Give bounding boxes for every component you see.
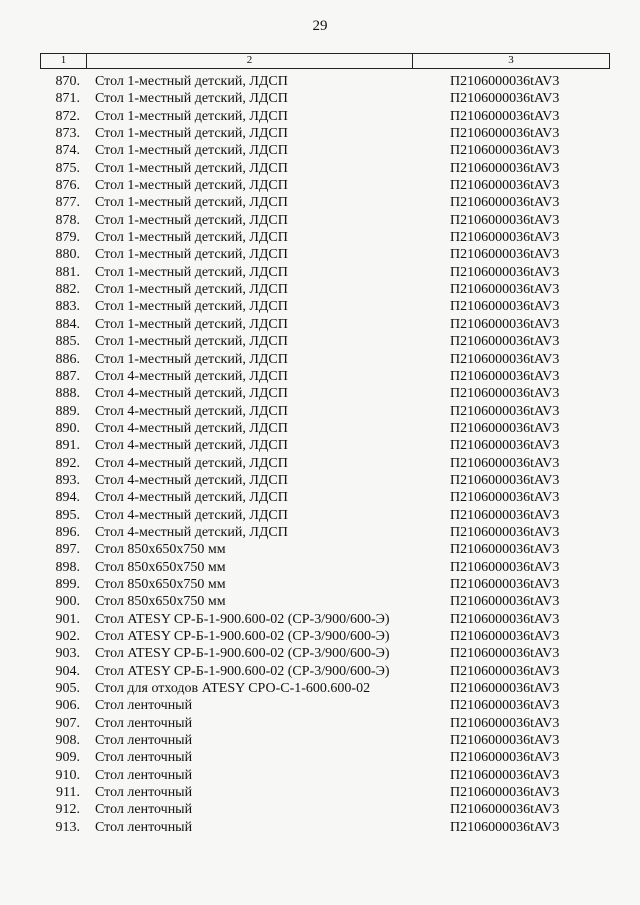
row-number: 886.	[55, 351, 80, 367]
row-number: 892.	[55, 455, 80, 471]
table-row	[40, 177, 610, 194]
row-number: 899.	[55, 576, 80, 592]
row-number: 896.	[55, 524, 80, 540]
row-number: 893.	[55, 472, 80, 488]
item-name: Стол 4-местный детский, ЛДСП	[95, 403, 288, 419]
header-col-3: 3	[508, 54, 514, 66]
item-name: Стол ленточный	[95, 698, 193, 714]
table-row	[40, 90, 610, 107]
item-code: П2106000036tAV3	[450, 681, 560, 697]
item-name: Стол 4-местный детский, ЛДСП	[95, 490, 288, 506]
item-name: Стол 4-местный детский, ЛДСП	[95, 438, 288, 454]
row-number: 890.	[55, 420, 80, 436]
table-row	[40, 108, 610, 125]
item-code: П2106000036tAV3	[450, 507, 560, 523]
row-number: 909.	[55, 750, 80, 766]
item-code: П2106000036tAV3	[450, 316, 560, 332]
row-number: 907.	[55, 715, 80, 731]
row-number: 880.	[55, 247, 80, 263]
table-row	[40, 507, 610, 524]
item-code: П2106000036tAV3	[450, 559, 560, 575]
item-code: П2106000036tAV3	[450, 247, 560, 263]
item-name: Стол 1-местный детский, ЛДСП	[95, 230, 288, 246]
row-number: 882.	[55, 282, 80, 298]
item-name: Стол 1-местный детский, ЛДСП	[95, 247, 288, 263]
item-name: Стол 4-местный детский, ЛДСП	[95, 472, 288, 488]
item-name: Стол 4-местный детский, ЛДСП	[95, 386, 288, 402]
item-code: П2106000036tAV3	[450, 715, 560, 731]
row-number: 913.	[55, 819, 80, 835]
item-code: П2106000036tAV3	[450, 542, 560, 558]
table-body	[40, 73, 610, 836]
table-row	[40, 489, 610, 506]
table-header	[40, 53, 610, 69]
table-row	[40, 715, 610, 732]
item-code: П2106000036tAV3	[450, 108, 560, 124]
row-number: 878.	[55, 212, 80, 228]
row-number: 881.	[55, 264, 80, 280]
item-code: П2106000036tAV3	[450, 594, 560, 610]
table-row	[40, 351, 610, 368]
item-name: Стол 1-местный детский, ЛДСП	[95, 91, 288, 107]
row-number: 910.	[55, 767, 80, 783]
item-name: Стол ленточный	[95, 819, 193, 835]
item-code: П2106000036tAV3	[450, 698, 560, 714]
table-row	[40, 697, 610, 714]
row-number: 889.	[55, 403, 80, 419]
item-name: Стол 1-местный детский, ЛДСП	[95, 282, 288, 298]
row-number: 908.	[55, 733, 80, 749]
item-code: П2106000036tAV3	[450, 455, 560, 471]
table-row	[40, 316, 610, 333]
table-row	[40, 281, 610, 298]
item-code: П2106000036tAV3	[450, 750, 560, 766]
item-code: П2106000036tAV3	[450, 160, 560, 176]
item-code: П2106000036tAV3	[450, 629, 560, 644]
table-row	[40, 420, 610, 437]
item-name: Стол 4-местный детский, ЛДСП	[95, 455, 288, 471]
row-number: 897.	[55, 542, 80, 558]
item-code: П2106000036tAV3	[450, 663, 560, 679]
table-row	[40, 298, 610, 315]
item-code: П2106000036tAV3	[450, 802, 560, 818]
item-name: Стол 1-местный детский, ЛДСП	[95, 334, 288, 350]
item-name: Стол 4-местный детский, ЛДСП	[95, 420, 288, 436]
row-number: 883.	[55, 299, 80, 315]
item-code: П2106000036tAV3	[450, 195, 560, 211]
item-name: Стол 4-местный детский, ЛДСП	[95, 368, 288, 384]
table-row	[40, 576, 610, 593]
table-row	[40, 125, 610, 142]
item-code: П2106000036tAV3	[450, 611, 560, 627]
inventory-table	[40, 53, 610, 836]
item-code: П2106000036tAV3	[450, 368, 560, 384]
row-number: 888.	[55, 386, 80, 402]
row-number: 901.	[55, 611, 80, 627]
item-name: Стол 1-местный детский, ЛДСП	[95, 108, 288, 124]
table-row	[40, 160, 610, 177]
item-name: Стол 1-местный детский, ЛДСП	[95, 143, 288, 159]
item-name: Стол ленточный	[95, 733, 193, 749]
item-name: Стол ленточный	[95, 767, 193, 783]
table-row	[40, 541, 610, 558]
row-number: 912.	[55, 802, 80, 818]
table-row	[40, 472, 610, 489]
row-number: 900.	[55, 594, 80, 610]
item-code: П2106000036tAV3	[450, 126, 560, 142]
row-number: 875.	[55, 160, 80, 176]
item-code: П2106000036tAV3	[450, 351, 560, 367]
item-name: Стол 1-местный детский, ЛДСП	[95, 351, 288, 367]
table-row	[40, 142, 610, 159]
item-code: П2106000036tAV3	[450, 524, 560, 540]
item-code: П2106000036tAV3	[450, 264, 560, 280]
item-code: П2106000036tAV3	[450, 143, 560, 159]
row-number: 873.	[55, 126, 80, 142]
row-number: 894.	[55, 490, 80, 506]
item-code: П2106000036tAV3	[450, 334, 560, 350]
item-name: Стол 1-местный детский, ЛДСП	[95, 195, 288, 211]
table-row	[40, 246, 610, 263]
row-number: 874.	[55, 143, 80, 159]
table-row	[40, 437, 610, 454]
item-name: Стол 1-местный детский, ЛДСП	[95, 264, 288, 280]
item-name: Стол 4-местный детский, ЛДСП	[95, 507, 288, 523]
row-number: 898.	[55, 559, 80, 575]
table-row	[40, 767, 610, 784]
item-code: П2106000036tAV3	[450, 299, 560, 315]
row-number: 872.	[55, 108, 80, 124]
item-name: Стол 850х650х750 мм	[95, 576, 226, 592]
row-number: 887.	[55, 368, 80, 384]
item-code: П2106000036tAV3	[450, 438, 560, 454]
table-row	[40, 663, 610, 680]
item-name: Стол ATESY СР-Б-1-900.600-02 (СР-3/900/600-Э)	[95, 663, 390, 679]
item-name: Стол 1-местный детский, ЛДСП	[95, 126, 288, 142]
table-row	[40, 611, 610, 628]
table-row	[40, 403, 610, 420]
item-name: Стол для отходов ATESY СРО-С-1-600.600-02	[95, 681, 371, 697]
table-row	[40, 819, 610, 836]
table-row	[40, 264, 610, 281]
item-name: Стол ATESY СР-Б-1-900.600-02 (СР-3/900/600-Э)	[95, 611, 390, 627]
row-number: 870.	[55, 74, 80, 89]
item-code: П2106000036tAV3	[450, 403, 560, 419]
page-number: 29	[312, 18, 328, 34]
row-number: 884.	[55, 316, 80, 332]
table-row	[40, 680, 610, 697]
item-name: Стол 1-местный детский, ЛДСП	[95, 299, 288, 315]
row-number: 871.	[55, 91, 80, 107]
item-code: П2106000036tAV3	[450, 230, 560, 246]
row-number: 906.	[55, 698, 80, 714]
table-row	[40, 194, 610, 211]
item-name: Стол 1-местный детский, ЛДСП	[95, 316, 288, 332]
item-name: Стол 1-местный детский, ЛДСП	[95, 212, 288, 228]
item-name: Стол ленточный	[95, 715, 193, 731]
item-code: П2106000036tAV3	[450, 74, 560, 89]
item-code: П2106000036tAV3	[450, 733, 560, 749]
item-code: П2106000036tAV3	[450, 282, 560, 298]
header-col-2: 2	[87, 54, 413, 68]
item-name: Стол ленточный	[95, 785, 193, 801]
row-number: 902.	[55, 629, 80, 644]
item-code: П2106000036tAV3	[450, 785, 560, 801]
table-row	[40, 333, 610, 350]
item-name: Стол 850х650х750 мм	[95, 559, 226, 575]
item-code: П2106000036tAV3	[450, 212, 560, 228]
table-row	[40, 732, 610, 749]
item-name: Стол 1-местный детский, ЛДСП	[95, 74, 288, 89]
item-name: Стол ленточный	[95, 750, 193, 766]
table-row	[40, 212, 610, 229]
item-name: Стол 4-местный детский, ЛДСП	[95, 524, 288, 540]
item-name: Стол ленточный	[95, 802, 193, 818]
table-row	[40, 593, 610, 610]
row-number: 877.	[55, 195, 80, 211]
item-code: П2106000036tAV3	[450, 576, 560, 592]
row-number: 903.	[55, 646, 80, 662]
item-code: П2106000036tAV3	[450, 819, 560, 835]
row-number: 879.	[55, 230, 80, 246]
table-row	[40, 749, 610, 766]
item-name: Стол 850х650х750 мм	[95, 594, 226, 610]
item-code: П2106000036tAV3	[450, 490, 560, 506]
row-number: 904.	[55, 663, 80, 679]
table-row	[40, 73, 610, 90]
row-number: 876.	[55, 178, 80, 194]
item-name: Стол 850х650х750 мм	[95, 542, 226, 558]
table-row	[40, 645, 610, 662]
row-number: 885.	[55, 334, 80, 350]
item-name: Стол ATESY СР-Б-1-900.600-02 (СР-3/900/600-Э)	[95, 646, 390, 662]
row-number: 911.	[56, 785, 80, 801]
table-row	[40, 385, 610, 402]
item-code: П2106000036tAV3	[450, 767, 560, 783]
table-row	[40, 455, 610, 472]
table-row	[40, 229, 610, 246]
item-code: П2106000036tAV3	[450, 646, 560, 662]
item-code: П2106000036tAV3	[450, 420, 560, 436]
table-row	[40, 559, 610, 576]
item-code: П2106000036tAV3	[450, 91, 560, 107]
item-code: П2106000036tAV3	[450, 472, 560, 488]
header-col-1: 1	[41, 54, 87, 68]
item-name: Стол ATESY СР-Б-1-900.600-02 (СР-3/900/600-Э)	[95, 629, 390, 644]
row-number: 891.	[55, 438, 80, 454]
table-row	[40, 524, 610, 541]
table-row	[40, 784, 610, 801]
item-code: П2106000036tAV3	[450, 178, 560, 194]
table-row	[40, 628, 610, 645]
row-number: 895.	[55, 507, 80, 523]
table-row	[40, 801, 610, 818]
item-name: Стол 1-местный детский, ЛДСП	[95, 178, 288, 194]
item-code: П2106000036tAV3	[450, 386, 560, 402]
table-row	[40, 368, 610, 385]
row-number: 905.	[55, 681, 80, 697]
item-name: Стол 1-местный детский, ЛДСП	[95, 160, 288, 176]
